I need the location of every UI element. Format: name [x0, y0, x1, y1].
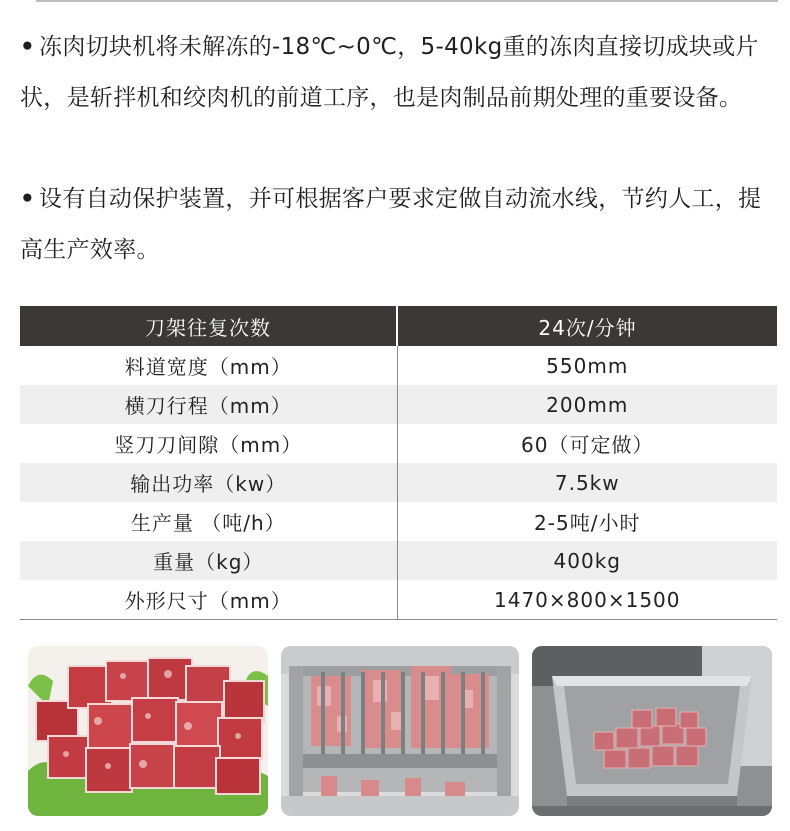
- spec-row: [20, 385, 777, 424]
- intro-paragraph-1: [20, 22, 782, 124]
- spec-value: 7.5kw: [397, 463, 777, 502]
- bullet-dot: •: [20, 186, 36, 212]
- spec-header-value: 24次/分钟: [397, 306, 777, 346]
- spec-value: 400kg: [397, 541, 777, 580]
- spec-row: [20, 424, 777, 463]
- spec-row: [20, 502, 777, 541]
- spec-key: 生产量 （吨/h）: [20, 502, 397, 541]
- spec-header-key: 刀架往复次数: [20, 306, 397, 346]
- spec-value: 550mm: [546, 353, 629, 378]
- spec-key: 竖刀刀间隙（mm）: [20, 424, 397, 463]
- spec-key: 料道宽度（mm）: [20, 346, 397, 385]
- spec-key: 外形尺寸（mm）: [20, 580, 397, 620]
- spec-table: [20, 306, 777, 620]
- spec-value: 60（可定做）: [521, 433, 654, 457]
- cutting-blades-photo: [281, 646, 519, 816]
- top-divider: [36, 0, 778, 2]
- intro-paragraph-2: [20, 174, 782, 276]
- spec-row: [20, 580, 777, 620]
- spec-row: [20, 463, 777, 502]
- spec-key: 横刀行程（mm）: [20, 385, 397, 424]
- intro-text-2: 设有自动保护装置，并可根据客户要求定做自动流水线，节约人工，提高生产效率。: [20, 186, 762, 263]
- frozen-meat-cubes-photo: [28, 646, 268, 816]
- spec-value: 2-5吨/小时: [534, 511, 641, 535]
- meat-cart-photo: [532, 646, 772, 816]
- spec-header-row: [20, 306, 777, 346]
- spec-key: 重量（kg）: [20, 541, 397, 580]
- intro-text-1: 冻肉切块机将未解冻的-18℃~0℃，5-40kg重的冻肉直接切成块或片状，是斩拌机和绞肉机的前道工序，也是肉制品前期处理的重要设备。: [20, 34, 759, 111]
- spec-row: [20, 541, 777, 580]
- spec-key: 输出功率（kw）: [20, 463, 397, 502]
- spec-value: 200mm: [397, 385, 777, 424]
- bullet-dot: •: [20, 34, 36, 60]
- spec-row: [20, 346, 777, 385]
- spec-value: 1470×800×1500: [397, 580, 777, 620]
